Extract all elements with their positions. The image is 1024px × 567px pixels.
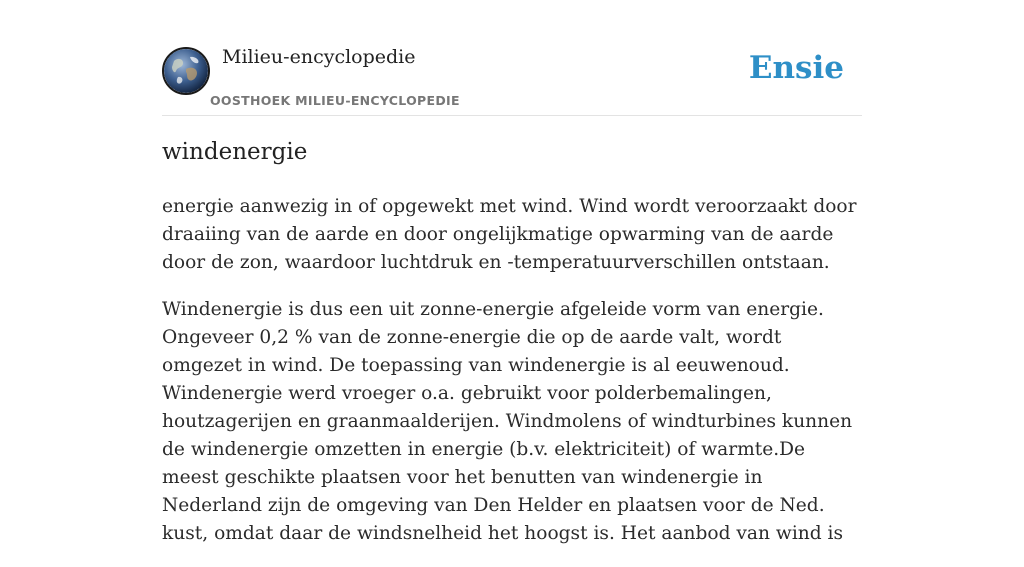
article-paragraph: Windenergie is dus een uit zonne-energie afgeleide vorm van energie. Ongeveer 0,2 % van de zonne-energie die op de aarde valt, wordt omgezet in wind. De toepassing van windenergie is al eeuwenoud. Windenergie werd vroeger o.a. gebruikt voor polderbemalingen, houtzagerijen en graanmaalderijen. Windmolens of windturbines kunnen de windenergie omzetten in energie (b.v. elektriciteit) of warmte.De meest geschikte plaatsen voor het benutten van windenergie in Nederland zijn de omgeving van Den Helder en plaatsen voor de Ned. kust, omdat daar de windsnelheid het hoogst is. Het aanbod van wind is <box>162 299 853 544</box>
site-title[interactable]: Milieu-encyclopedie <box>222 46 416 68</box>
article-body <box>162 193 862 567</box>
brand-logo[interactable]: Ensie <box>748 50 844 86</box>
earth-globe-graphic <box>164 49 208 93</box>
article-term: windenergie <box>162 139 308 165</box>
article-paragraph: energie aanwezig in of opgewekt met wind. Wind wordt veroorzaakt door draaiing van de aarde en door ongelijkmatige opwarming van de aarde door de zon, waardoor luchtdruk en -temperatuurverschillen ontstaan. <box>162 196 857 273</box>
earth-globe-icon[interactable] <box>162 47 210 95</box>
site-subtitle[interactable]: OOSTHOEK MILIEU-ENCYCLOPEDIE <box>210 93 460 108</box>
site-header <box>162 44 862 116</box>
